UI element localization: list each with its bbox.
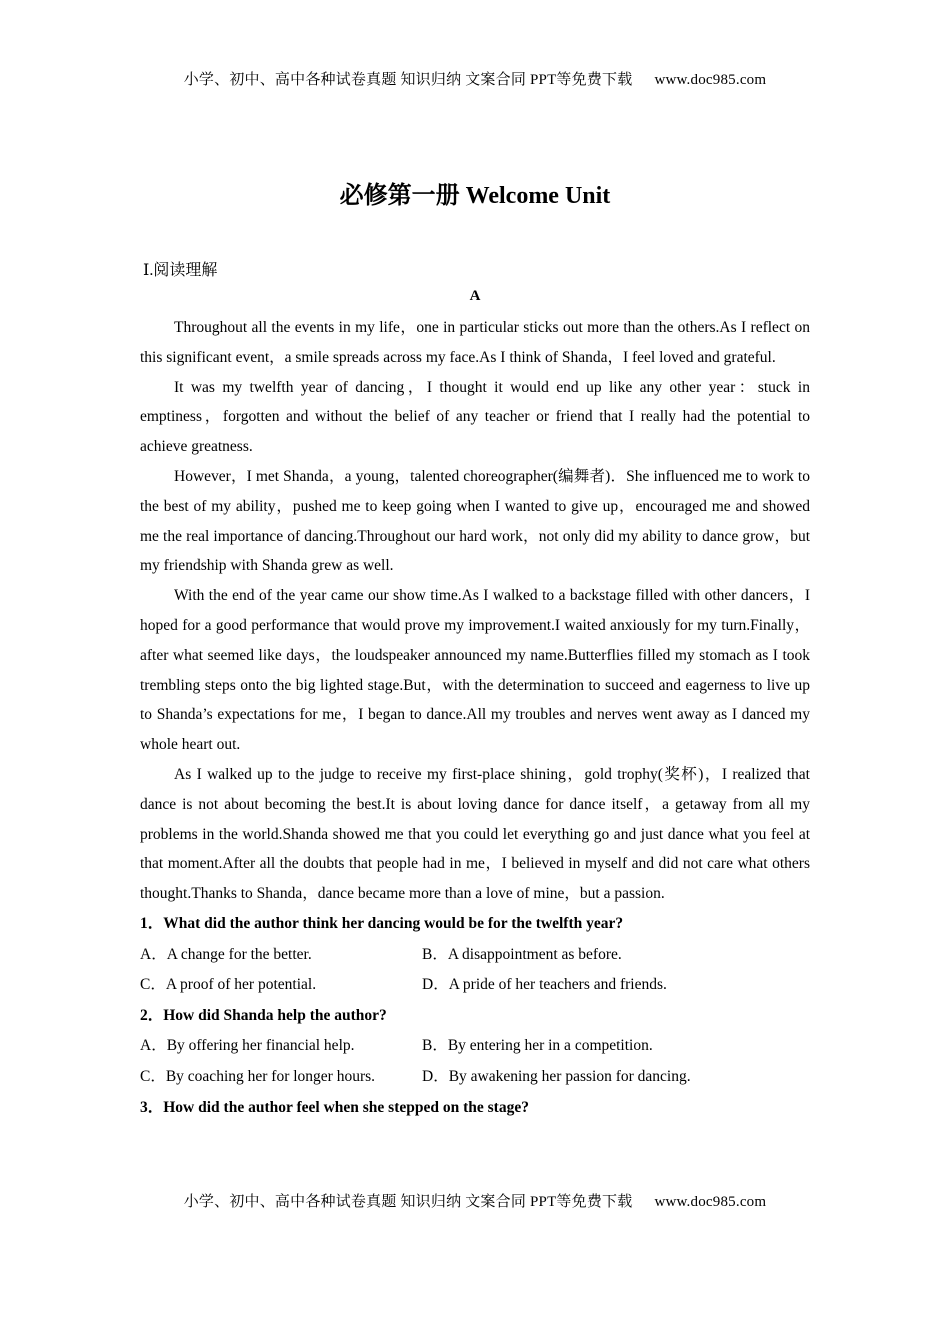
question-stem: 2．How did Shanda help the author? xyxy=(140,1006,387,1024)
footer-url[interactable]: www.doc985.com xyxy=(654,1194,767,1210)
page-footer xyxy=(0,1190,950,1211)
header-text: 小学、初中、高中各种试卷真题 知识归纳 文案合同 PPT等免费下载 xyxy=(183,72,633,88)
option: C．By coaching her for longer hours. xyxy=(140,1067,376,1085)
option: B．By entering her in a competition. xyxy=(422,1037,653,1055)
option: A．By offering her financial help. xyxy=(140,1037,355,1055)
passage-label: A xyxy=(469,288,481,304)
option: D．A pride of her teachers and friends. xyxy=(422,976,667,994)
option-row xyxy=(140,940,810,971)
header-url[interactable]: www.doc985.com xyxy=(654,72,767,88)
question-stem: 3．How did the author feel when she stepped on the stage? xyxy=(140,1098,529,1116)
question-stem: 1．What did the author think her dancing would be for the twelfth year? xyxy=(140,914,624,932)
option-row xyxy=(140,1031,810,1062)
option-row xyxy=(140,1062,810,1093)
page-header xyxy=(0,68,950,89)
option: D．By awakening her passion for dancing. xyxy=(422,1067,691,1085)
option: C．A proof of her potential. xyxy=(140,976,317,994)
paragraph: With the end of the year came our show time.As I walked to a backstage filled with other dancers，I hoped for a good performance that would prove my improvement.I waited anxiously for my turn.Finally，after what seemed like days，the loudspeaker announced my name.Butterflies filled my stomach as I took trembling steps onto the big lighted stage.But，with the determination to succeed and eagerness to live up to Shanda’s expectations for me，I began to dance.All my troubles and nerves went away as I danced my whole heart out. xyxy=(140,587,810,754)
section-heading: Ⅰ.阅读理解 xyxy=(143,262,218,279)
option: A．A change for the better. xyxy=(140,945,312,963)
document-body xyxy=(140,313,810,1123)
paragraph: However，I met Shanda，a young，talented choreographer(编舞者)．She influenced me to work to the best of my ability，pushed me to keep going when I wanted to give up，encouraged me and showed me the real importance of dancing.Throughout our hard work，not only did my ability to dance grow，but my friendship with Shanda grew as well. xyxy=(140,467,810,575)
paragraph: As I walked up to the judge to receive my first-place shining，gold trophy(奖杯)，I realized that dance is not about becoming the best.It is about loving dance for dance itself，a getaway from all my problems in the world.Shanda showed me that you could let everything go and just dance what you feel at that moment.After all the doubts that people had in me，I believed in myself and did not care what others thought.Thanks to Shanda，dance became more than a love of mine，but a passion. xyxy=(140,765,810,903)
paragraph: It was my twelfth year of dancing，I thought it would end up like any other year：stuck in emptiness，forgotten and without the belief of any teacher or friend that I really had the potential to achieve greatness. xyxy=(140,378,810,456)
option: B．A disappointment as before. xyxy=(422,945,622,963)
page-title: 必修第一册 Welcome Unit xyxy=(339,183,611,209)
footer-text: 小学、初中、高中各种试卷真题 知识归纳 文案合同 PPT等免费下载 xyxy=(183,1194,633,1210)
option-row xyxy=(140,970,810,1001)
paragraph: Throughout all the events in my life，one in particular sticks out more than the others.As I reflect on this significant event，a smile spreads across my face.As I think of Shanda，I feel loved and grateful. xyxy=(140,319,810,366)
